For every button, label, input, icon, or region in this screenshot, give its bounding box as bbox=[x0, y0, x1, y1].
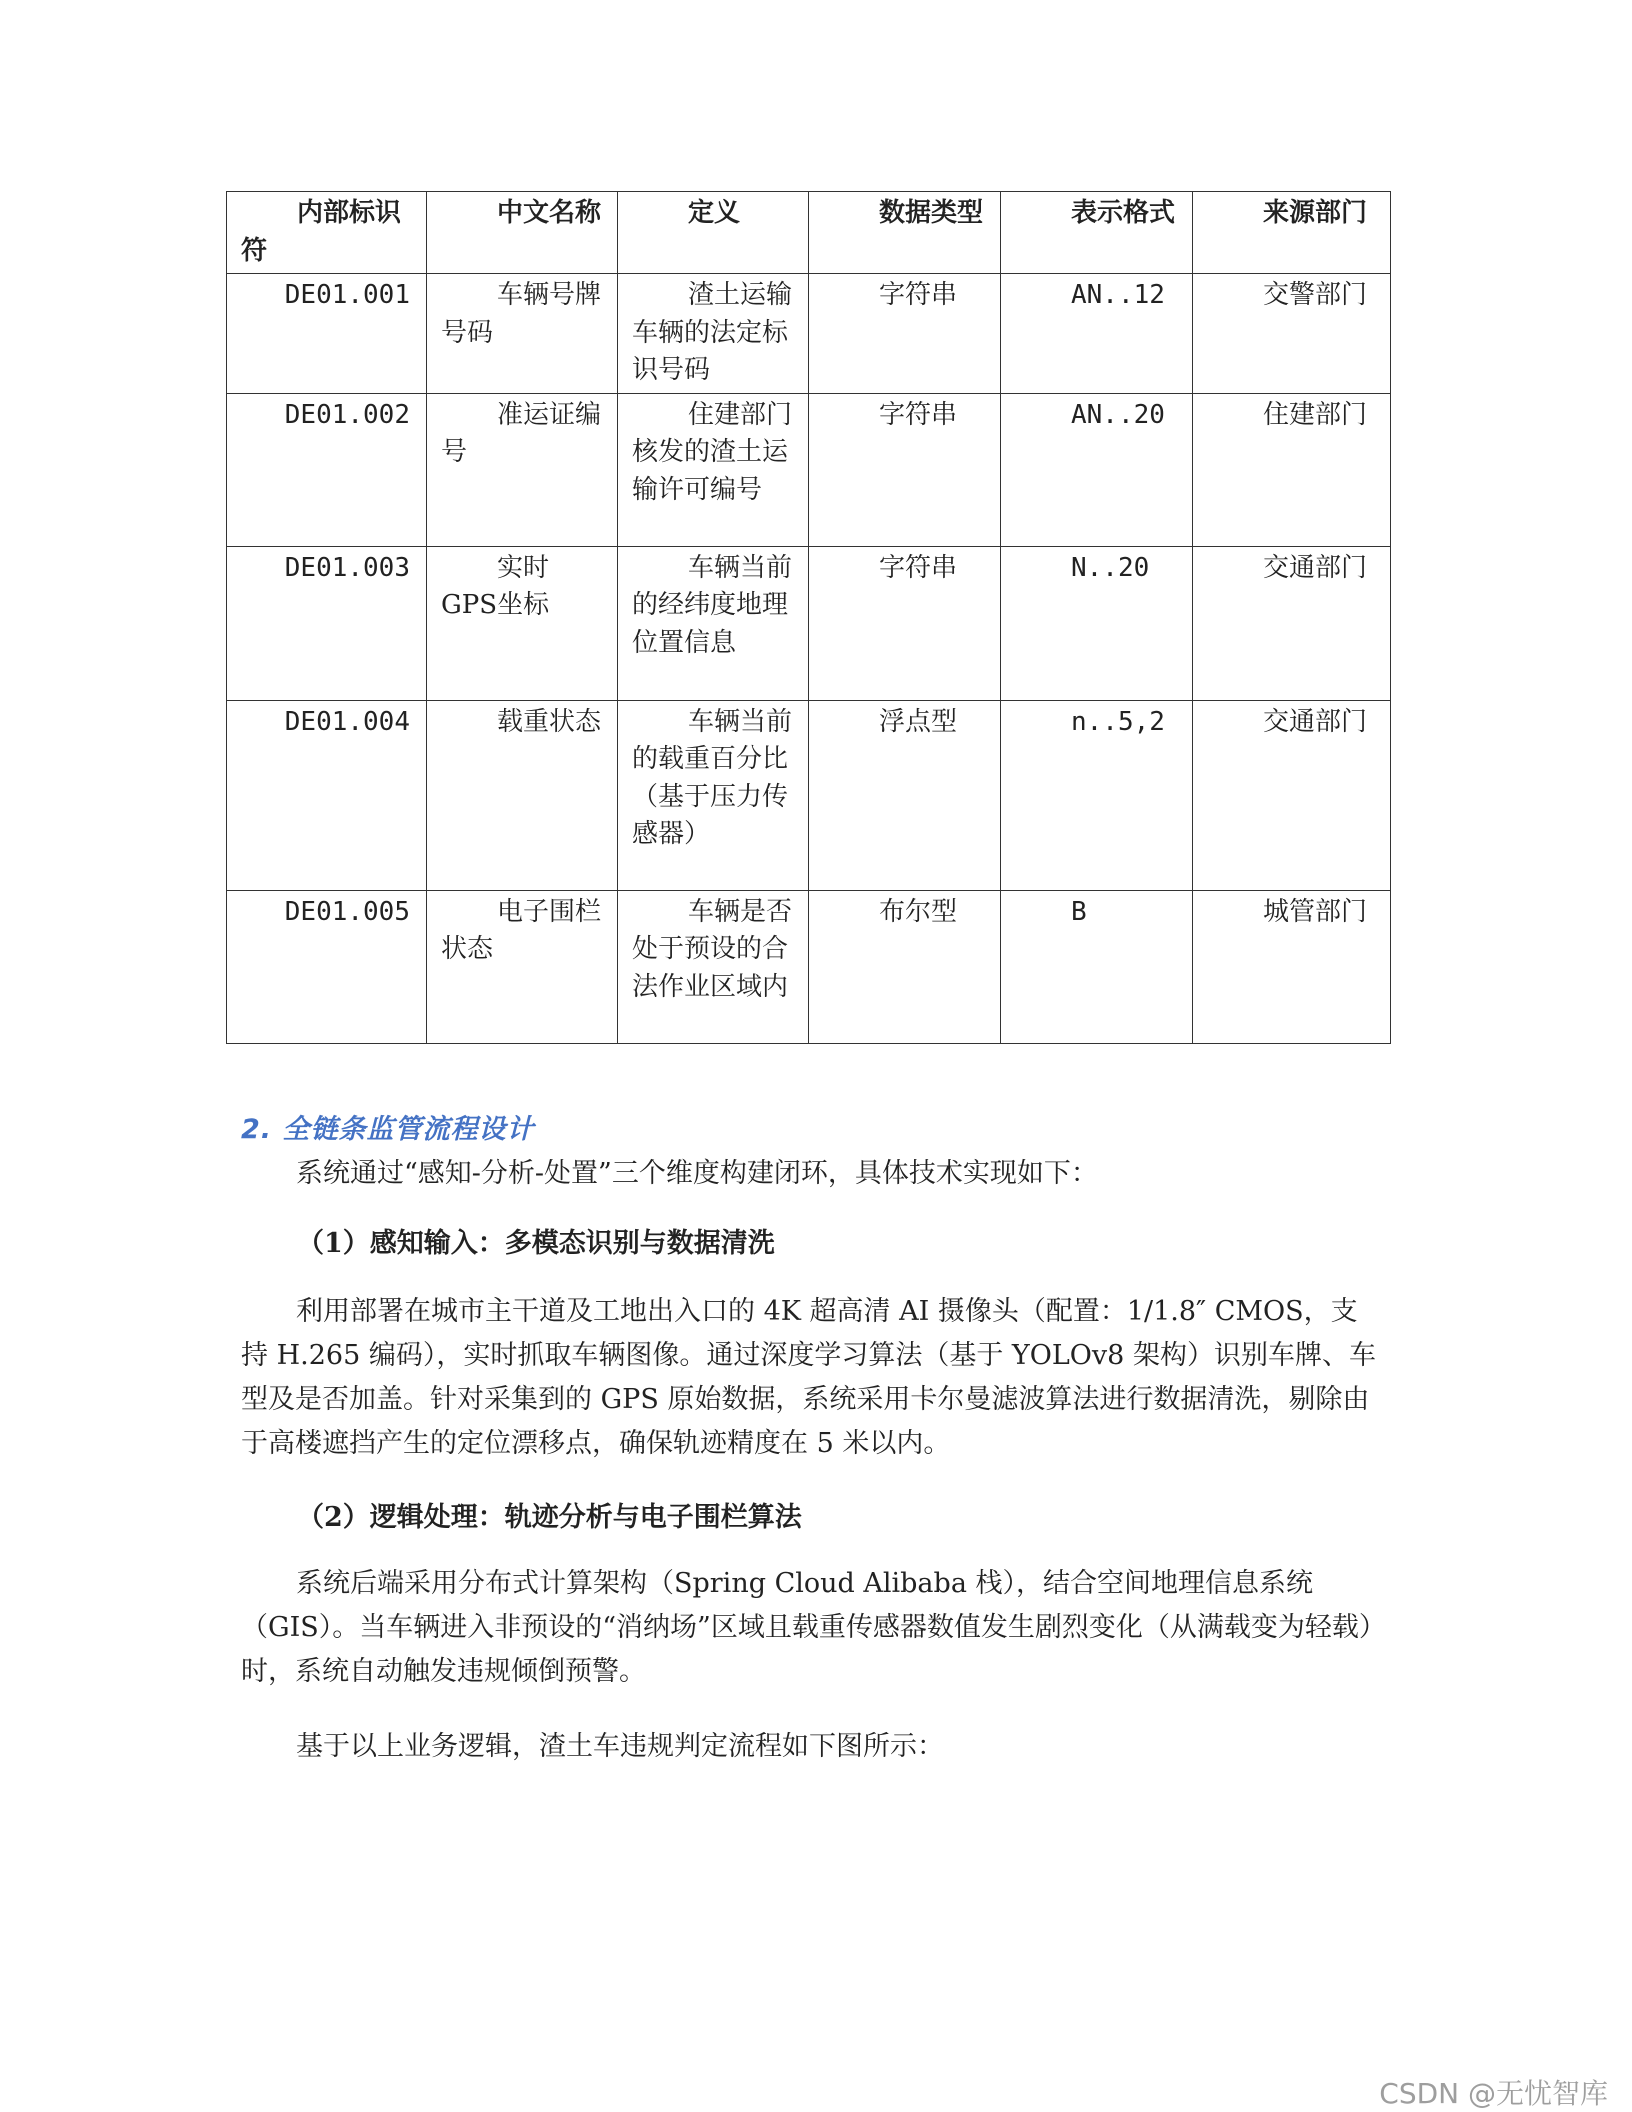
watermark: CSDN @无忧智库 bbox=[1379, 2077, 1608, 2110]
flow-intro-paragraph: 基于以上业务逻辑，渣土车违规判定流程如下图所示： bbox=[296, 1731, 944, 1762]
header-name: 中文名称 bbox=[427, 192, 618, 274]
header-source: 来源部门 bbox=[1193, 192, 1391, 274]
table-header-row bbox=[227, 192, 1391, 274]
cell-format: N..20 bbox=[1001, 546, 1193, 700]
cell-source: 住建部门 bbox=[1193, 393, 1391, 546]
cell-source: 城管部门 bbox=[1193, 890, 1391, 1043]
cell-definition: 渣土运输车辆的法定标识号码 bbox=[618, 274, 809, 394]
cell-format: AN..12 bbox=[1001, 274, 1193, 394]
cell-format: AN..20 bbox=[1001, 393, 1193, 546]
cell-definition: 车辆当前的载重百分比（基于压力传感器） bbox=[618, 700, 809, 890]
perception-paragraph: 利用部署在城市主干道及工地出入口的 4K 超高清 AI 摄像头（配置：1/1.8″ CMOS，支持 H.265 编码），实时抓取车辆图像。通过深度学习算法（基于 YOLOv8 架构）识别车牌、车型及是否加盖。针对采集到的 GPS 原始数据，系统采用卡尔曼滤波算法进行数据清洗，剔除由于高楼遮挡产生的定位漂移点，确保轨迹精度在 5 米以内。 bbox=[241, 1296, 1376, 1459]
cell-source: 交通部门 bbox=[1193, 546, 1391, 700]
cell-name: 实时GPS坐标 bbox=[427, 546, 618, 700]
cell-source: 交通部门 bbox=[1193, 700, 1391, 890]
cell-type: 浮点型 bbox=[809, 700, 1001, 890]
header-id: 内部标识符 bbox=[227, 192, 427, 274]
data-element-table bbox=[226, 191, 1391, 1044]
logic-paragraph: 系统后端采用分布式计算架构（Spring Cloud Alibaba 栈），结合空间地理信息系统（GIS）。当车辆进入非预设的“消纳场”区域且载重传感器数值发生剧烈变化（从满载变为轻载）时，系统自动触发违规倾倒预警。 bbox=[241, 1568, 1373, 1687]
header-format: 表示格式 bbox=[1001, 192, 1193, 274]
cell-id: DE01.003 bbox=[227, 546, 427, 700]
cell-id: DE01.004 bbox=[227, 700, 427, 890]
cell-id: DE01.002 bbox=[227, 393, 427, 546]
cell-id: DE01.001 bbox=[227, 274, 427, 394]
table-row bbox=[227, 393, 1391, 546]
table-row bbox=[227, 546, 1391, 700]
cell-type: 字符串 bbox=[809, 274, 1001, 394]
header-type: 数据类型 bbox=[809, 192, 1001, 274]
cell-type: 布尔型 bbox=[809, 890, 1001, 1043]
cell-definition: 车辆当前的经纬度地理位置信息 bbox=[618, 546, 809, 700]
table-row bbox=[227, 700, 1391, 890]
cell-source: 交警部门 bbox=[1193, 274, 1391, 394]
cell-format: B bbox=[1001, 890, 1193, 1043]
cell-name: 车辆号牌号码 bbox=[427, 274, 618, 394]
cell-type: 字符串 bbox=[809, 393, 1001, 546]
cell-name: 电子围栏状态 bbox=[427, 890, 618, 1043]
cell-definition: 住建部门核发的渣土运输许可编号 bbox=[618, 393, 809, 546]
cell-id: DE01.005 bbox=[227, 890, 427, 1043]
section-heading: 2. 全链条监管流程设计 bbox=[241, 1114, 535, 1145]
cell-type: 字符串 bbox=[809, 546, 1001, 700]
subheading-logic: （2）逻辑处理：轨迹分析与电子围栏算法 bbox=[297, 1502, 802, 1533]
header-definition: 定义 bbox=[618, 192, 809, 274]
cell-definition: 车辆是否处于预设的合法作业区域内 bbox=[618, 890, 809, 1043]
cell-name: 准运证编号 bbox=[427, 393, 618, 546]
intro-paragraph: 系统通过“感知-分析-处置”三个维度构建闭环，具体技术实现如下： bbox=[296, 1158, 1098, 1189]
cell-format: n..5,2 bbox=[1001, 700, 1193, 890]
table-row bbox=[227, 274, 1391, 394]
subheading-perception: （1）感知输入：多模态识别与数据清洗 bbox=[297, 1228, 775, 1259]
table-row bbox=[227, 890, 1391, 1043]
cell-name: 载重状态 bbox=[427, 700, 618, 890]
